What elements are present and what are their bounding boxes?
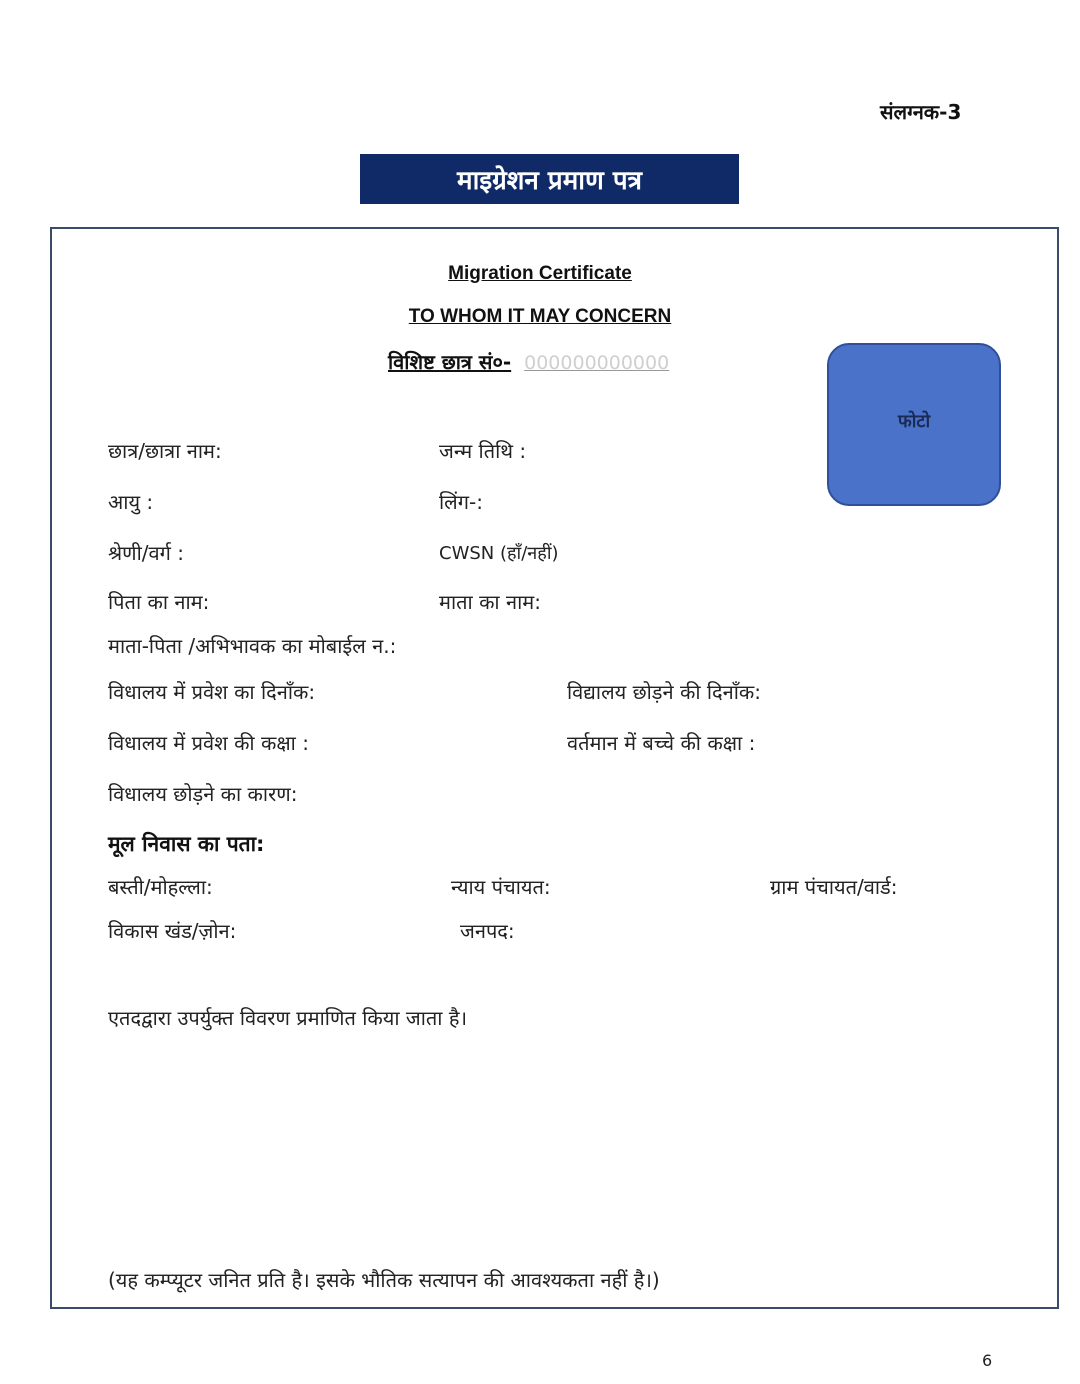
mother-name-label: माता का नाम:: [439, 590, 541, 614]
address-title: मूल निवास का पता:: [108, 832, 265, 856]
leaving-date-label: विद्यालय छोड़ने की दिनाँक:: [567, 680, 762, 704]
annexure-label: संलग्नक-3: [880, 100, 962, 124]
student-uid-row: [388, 348, 669, 375]
banner-title: माइग्रेशन प्रमाण पत्र: [360, 154, 739, 204]
gender-label: लिंग-:: [439, 490, 483, 514]
nyay-panchayat-label: न्याय पंचायत:: [451, 875, 551, 899]
certificate-subtitle: TO WHOM IT MAY CONCERN: [408, 306, 672, 327]
block-label: विकास खंड/ज़ोन:: [108, 919, 237, 943]
guardian-mobile-label: माता-पिता /अभिभावक का मोबाईल न.:: [108, 634, 397, 658]
student-uid-label: विशिष्ट छात्र सं०-: [388, 350, 512, 374]
photo-placeholder: [827, 343, 1001, 506]
student-uid-value: 000000000000: [524, 352, 670, 374]
leaving-reason-label: विधालय छोड़ने का कारण:: [108, 782, 298, 806]
cwsn-label: CWSN (हाँ/नहीं): [439, 543, 559, 564]
age-label: आयु :: [108, 490, 154, 514]
locality-label: बस्ती/मोहल्ला:: [108, 875, 213, 899]
photo-label: फोटो: [897, 411, 931, 432]
footer-note: (यह कम्प्यूटर जनित प्रति है। इसके भौतिक सत्यापन की आवश्यकता नहीं है।): [108, 1268, 660, 1292]
student-name-label: छात्र/छात्रा नाम:: [108, 439, 222, 463]
admission-date-label: विधालय में प्रवेश का दिनाँक:: [108, 680, 316, 704]
district-label: जनपद:: [460, 919, 515, 943]
dob-label: जन्म तिथि :: [439, 439, 527, 463]
father-name-label: पिता का नाम:: [108, 590, 210, 614]
page-number: 6: [982, 1351, 993, 1370]
certification-text: एतदद्वारा उपर्युक्त विवरण प्रमाणित किया जाता है।: [108, 1006, 468, 1030]
category-label: श्रेणी/वर्ग :: [108, 541, 185, 565]
gram-panchayat-label: ग्राम पंचायत/वार्ड:: [770, 875, 898, 899]
certificate-title: Migration Certificate: [448, 263, 632, 284]
admission-class-label: विधालय में प्रवेश की कक्षा :: [108, 731, 309, 755]
current-class-label: वर्तमान में बच्चे की कक्षा :: [567, 731, 756, 755]
